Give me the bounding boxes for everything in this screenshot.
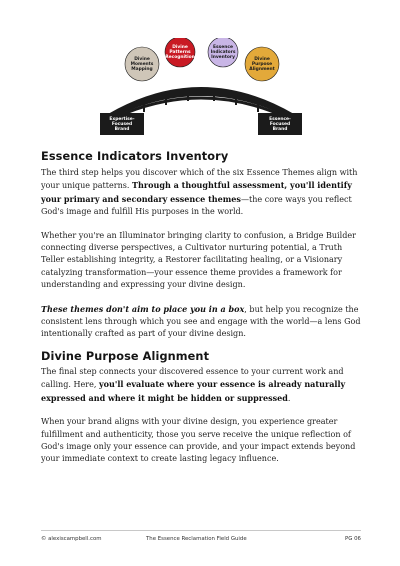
- text-span: The third step helps you discover which of the six Essence Themes align with your unique patterns.: [41, 168, 358, 191]
- bold-text: you'll evaluate where your essence is already naturally expressed and where it might be hidden or suppressed: [41, 379, 346, 403]
- text-span: , but help you recognize the consistent lens through which you see and engage with the world—a lens God intentionally crafted as part of your divine design.: [41, 304, 361, 339]
- left-brand-label: Expertise-: [109, 117, 135, 122]
- paragraph-purpose-intro: [41, 366, 363, 405]
- text-span: The final step connects your discovered essence to your current work and calling. Here,: [41, 366, 344, 390]
- right-brand-label: Focused: [269, 122, 291, 127]
- left-brand-label: Focused: [111, 122, 133, 127]
- section-heading-divine-purpose: Divine Purpose Alignment: [41, 349, 210, 363]
- text-span: .: [287, 393, 291, 403]
- footer-page-number: PG 06: [344, 536, 361, 542]
- paragraph-purpose-alignment: When your brand aligns with your divine design, you experience greater fulfillment and authenticity, those you serve receive the unique reflection of God's image only your essence can provide, and your impact extends beyond your immediate context to create lasting legacy influence.: [41, 417, 356, 464]
- circle-label: Indicators: [210, 50, 236, 55]
- circle-label: Patterns: [169, 50, 191, 55]
- right-brand-label: Essence-: [269, 117, 291, 122]
- left-brand-label: Brand: [114, 127, 130, 132]
- circle-label: Alignment: [249, 67, 275, 72]
- main-content: [41, 150, 363, 466]
- circle-label: Mapping: [131, 67, 153, 72]
- paragraph-essence-intro: [41, 167, 363, 219]
- circle-label: Divine: [172, 45, 188, 50]
- circle-label: Essence: [213, 45, 233, 50]
- bridge-diagram: [92, 38, 310, 138]
- bold-italic-text: These themes don't aim to place you in a box: [41, 303, 245, 314]
- circle-label: Inventory: [211, 55, 235, 60]
- footer-website-link[interactable]: © alexiscampbell.com: [41, 536, 102, 542]
- bold-text: Through a thoughtful assessment, you'll identify your primary and secondary essence themes: [41, 180, 352, 204]
- paragraph-essence-themes: Whether you're an Illuminator bringing clarity to confusion, a Bridge Builder connecting diverse perspectives, a Cultivator nurturing potential, a Truth Teller establishing integrity, a Restorer facilitating healing, or a Visionary catalyzing transformation—your essence theme provides a framework for understanding and expressing your divine design.: [41, 230, 356, 290]
- paragraph-essence-lens: [41, 303, 363, 341]
- footer: [41, 536, 361, 548]
- circle-label: Divine: [134, 57, 150, 62]
- circle-label: Divine: [254, 57, 270, 62]
- circle-label: Purpose: [251, 62, 273, 67]
- section-heading-essence-indicators: Essence Indicators Inventory: [41, 150, 229, 163]
- footer-guide-title: The Essence Reclamation Field Guide: [146, 536, 247, 542]
- circle-label: Moments: [130, 62, 154, 67]
- right-brand-label: Brand: [272, 127, 288, 132]
- circle-label: Recognition: [165, 55, 195, 60]
- footer-divider: [41, 530, 361, 531]
- text-span: —the core ways you reflect God's image and fulfill His purposes in the world.: [41, 194, 352, 217]
